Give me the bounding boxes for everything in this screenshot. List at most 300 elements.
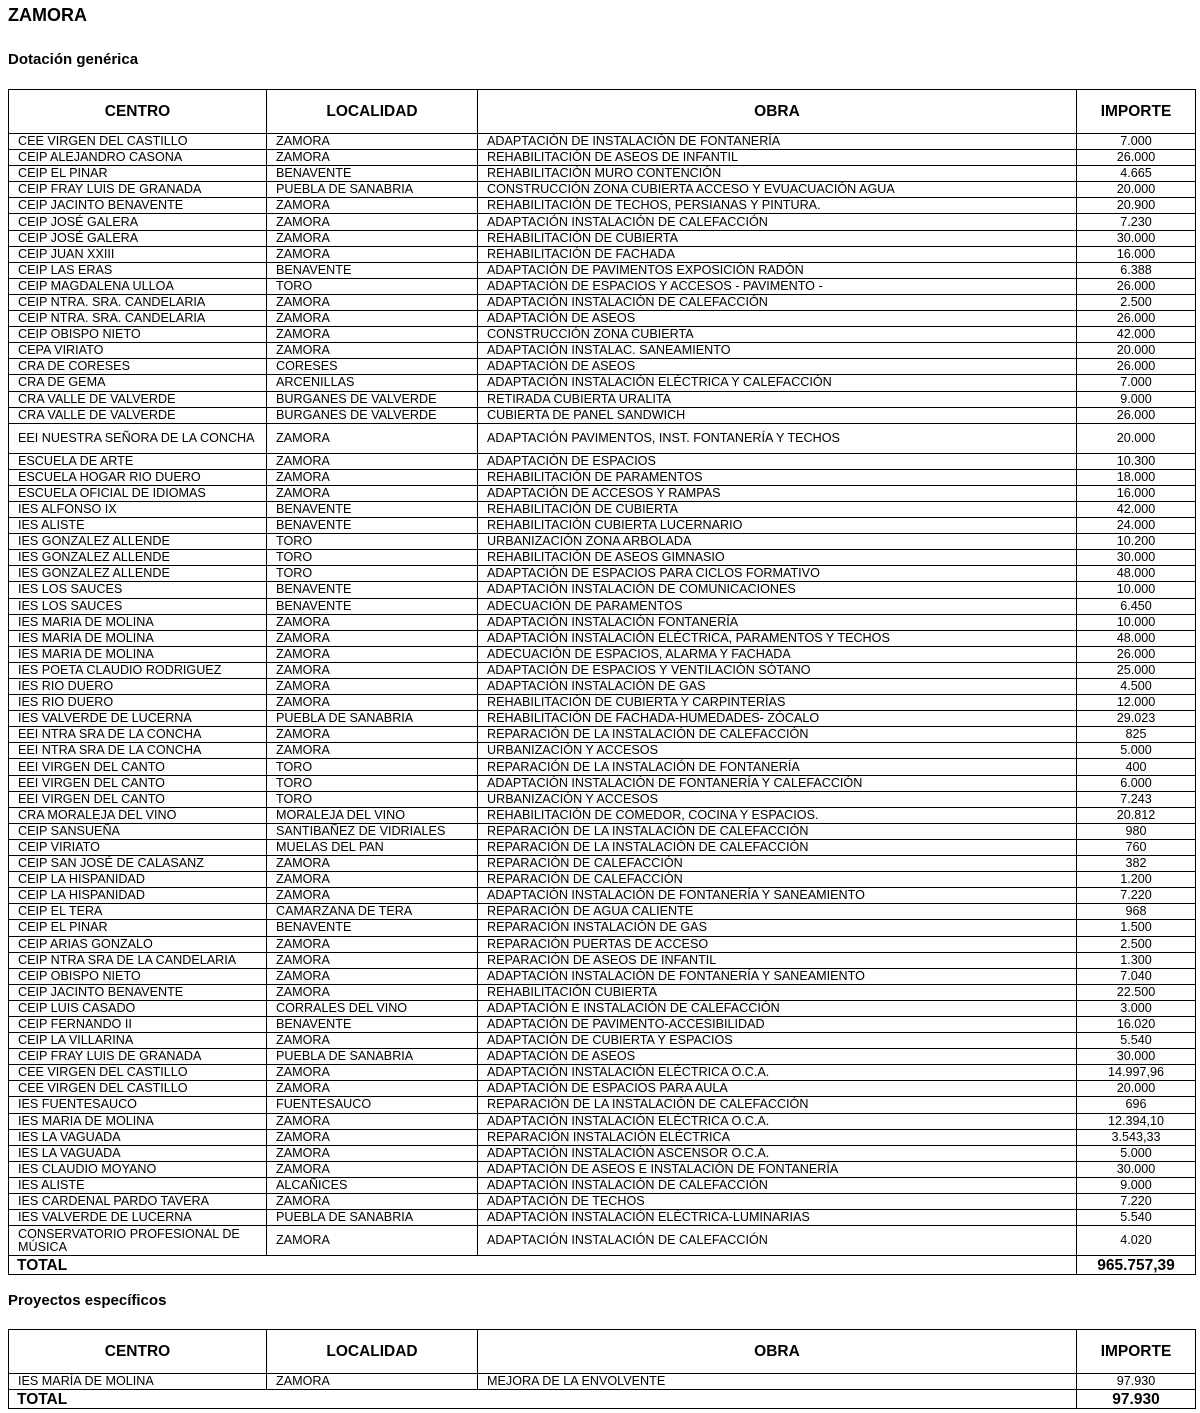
cell-obra: ADAPTACIÓN INSTALACIÓN DE COMUNICACIONES	[478, 582, 1077, 598]
cell-obra: ADAPTACIÓN INSTALACIÓN ASCENSOR O.C.A.	[478, 1145, 1077, 1161]
cell-localidad: BENAVENTE	[267, 582, 478, 598]
cell-obra: REHABILITACIÓN DE ASEOS DE INFANTIL	[478, 150, 1077, 166]
cell-localidad: CORESES	[267, 359, 478, 375]
cell-obra: ADAPTACIÓN E INSTALACIÓN DE CALEFACCIÓN	[478, 1000, 1077, 1016]
cell-localidad: ZAMORA	[267, 1065, 478, 1081]
cell-centro: IES POETA CLAUDIO RODRIGUEZ	[9, 662, 267, 678]
cell-localidad: ALCAÑICES	[267, 1177, 478, 1193]
cell-importe: 7.000	[1077, 134, 1196, 150]
cell-obra: ADAPTACIÓN DE ESPACIOS Y ACCESOS - PAVIMENTO -	[478, 278, 1077, 294]
cell-localidad: ZAMORA	[267, 646, 478, 662]
cell-importe: 6.450	[1077, 598, 1196, 614]
cell-importe: 26.000	[1077, 407, 1196, 423]
table-row	[9, 214, 1196, 230]
table-row	[9, 872, 1196, 888]
table-row	[9, 1065, 1196, 1081]
cell-importe: 26.000	[1077, 311, 1196, 327]
cell-centro: IES GONZALEZ ALLENDE	[9, 566, 267, 582]
table-row	[9, 968, 1196, 984]
table-row	[9, 1177, 1196, 1193]
table-row	[9, 469, 1196, 485]
table-row	[9, 550, 1196, 566]
cell-obra: REHABILITACIÓN DE COMEDOR, COCINA Y ESPACIOS.	[478, 807, 1077, 823]
cell-importe: 12.000	[1077, 695, 1196, 711]
cell-centro: IES MARIA DE MOLINA	[9, 614, 267, 630]
cell-centro: IES RIO DUERO	[9, 679, 267, 695]
cell-centro: CEE VIRGEN DEL CASTILLO	[9, 1065, 267, 1081]
cell-localidad: ZAMORA	[267, 246, 478, 262]
cell-localidad: ZAMORA	[267, 630, 478, 646]
cell-centro: CEIP NTRA SRA DE LA CANDELARIA	[9, 952, 267, 968]
total-row	[9, 1390, 1196, 1409]
cell-localidad: ZAMORA	[267, 1129, 478, 1145]
cell-localidad: ZAMORA	[267, 614, 478, 630]
cell-importe: 16.000	[1077, 246, 1196, 262]
cell-localidad: ZAMORA	[267, 343, 478, 359]
cell-localidad: PUEBLA DE SANABRIA	[267, 1049, 478, 1065]
table-row	[9, 150, 1196, 166]
cell-importe: 20.000	[1077, 343, 1196, 359]
cell-centro: CEE VIRGEN DEL CASTILLO	[9, 1081, 267, 1097]
cell-centro: IES LOS SAUCES	[9, 582, 267, 598]
cell-centro: EEI VIRGEN DEL CANTO	[9, 759, 267, 775]
cell-importe: 968	[1077, 904, 1196, 920]
table-row	[9, 582, 1196, 598]
cell-localidad: BENAVENTE	[267, 598, 478, 614]
cell-importe: 16.000	[1077, 485, 1196, 501]
cell-localidad: BENAVENTE	[267, 262, 478, 278]
cell-obra: ADAPTACIÓN INSTALAC. SANEAMIENTO	[478, 343, 1077, 359]
cell-obra: REHABILITACIÓN DE PARAMENTOS	[478, 469, 1077, 485]
cell-localidad: PUEBLA DE SANABRIA	[267, 711, 478, 727]
cell-localidad: TORO	[267, 550, 478, 566]
total-label: TOTAL	[9, 1256, 1077, 1275]
cell-importe: 42.000	[1077, 327, 1196, 343]
cell-centro: IES CARDENAL PARDO TAVERA	[9, 1194, 267, 1210]
cell-localidad: ZAMORA	[267, 423, 478, 453]
table-row	[9, 1374, 1196, 1390]
page-title: ZAMORA	[8, 5, 87, 25]
cell-centro: CEIP OBISPO NIETO	[9, 327, 267, 343]
section-title-specific: Proyectos específicos	[8, 1292, 167, 1309]
table-row	[9, 485, 1196, 501]
cell-localidad: ZAMORA	[267, 1374, 478, 1390]
cell-importe: 400	[1077, 759, 1196, 775]
table-row	[9, 311, 1196, 327]
cell-importe: 7.220	[1077, 888, 1196, 904]
cell-centro: CONSERVATORIO PROFESIONAL DE MÚSICA	[9, 1226, 267, 1256]
header-obra: OBRA	[478, 1330, 1077, 1374]
cell-centro: CEE VIRGEN DEL CASTILLO	[9, 134, 267, 150]
cell-centro: IES RIO DUERO	[9, 695, 267, 711]
cell-obra: REPARACIÓN DE LA INSTALACIÓN DE CALEFACCIÓN	[478, 823, 1077, 839]
cell-obra: REPARACIÓN PUERTAS DE ACCESO	[478, 936, 1077, 952]
table-row	[9, 294, 1196, 310]
cell-centro: CEIP LA VILLARINA	[9, 1033, 267, 1049]
cell-importe: 30.000	[1077, 1049, 1196, 1065]
cell-obra: RETIRADA CUBIERTA URALITA	[478, 391, 1077, 407]
cell-obra: REPARACIÓN INSTALACIÓN ELÉCTRICA	[478, 1129, 1077, 1145]
cell-localidad: PUEBLA DE SANABRIA	[267, 182, 478, 198]
cell-obra: URBANIZACIÓN ZONA ARBOLADA	[478, 534, 1077, 550]
table-row	[9, 198, 1196, 214]
cell-localidad: ZAMORA	[267, 952, 478, 968]
cell-centro: CEIP EL TERA	[9, 904, 267, 920]
cell-obra: REPARACIÓN DE AGUA CALIENTE	[478, 904, 1077, 920]
header-localidad: LOCALIDAD	[267, 90, 478, 134]
cell-obra: REPARACIÓN DE LA INSTALACIÓN DE CALEFACCIÓN	[478, 727, 1077, 743]
cell-importe: 5.000	[1077, 743, 1196, 759]
table-row	[9, 984, 1196, 1000]
cell-obra: ADAPTACIÓN INSTALACIÓN FONTANERÍA	[478, 614, 1077, 630]
cell-obra: REHABILITACIÓN DE ASEOS GIMNASIO	[478, 550, 1077, 566]
cell-importe: 3.543,33	[1077, 1129, 1196, 1145]
cell-importe: 760	[1077, 839, 1196, 855]
header-importe: IMPORTE	[1077, 1330, 1196, 1374]
cell-importe: 20.000	[1077, 423, 1196, 453]
table-header-row	[9, 1330, 1196, 1374]
table-row	[9, 614, 1196, 630]
cell-centro: CEIP OBISPO NIETO	[9, 968, 267, 984]
cell-localidad: ZAMORA	[267, 150, 478, 166]
cell-importe: 6.000	[1077, 775, 1196, 791]
cell-importe: 5.540	[1077, 1033, 1196, 1049]
header-centro: CENTRO	[9, 90, 267, 134]
cell-importe: 696	[1077, 1097, 1196, 1113]
cell-centro: CEIP JACINTO BENAVENTE	[9, 198, 267, 214]
cell-localidad: ZAMORA	[267, 695, 478, 711]
cell-centro: CEIP VIRIATO	[9, 839, 267, 855]
cell-localidad: BENAVENTE	[267, 501, 478, 517]
cell-importe: 30.000	[1077, 550, 1196, 566]
cell-centro: CEIP JUAN XXIII	[9, 246, 267, 262]
table-row	[9, 1145, 1196, 1161]
cell-localidad: BURGANES DE VALVERDE	[267, 391, 478, 407]
cell-obra: ADAPTACIÓN DE ESPACIOS PARA CICLOS FORMATIVO	[478, 566, 1077, 582]
cell-centro: EEI NUESTRA SEÑORA DE LA CONCHA	[9, 423, 267, 453]
cell-importe: 9.000	[1077, 1177, 1196, 1193]
cell-centro: CEIP FRAY LUIS DE GRANADA	[9, 182, 267, 198]
cell-centro: IES CLAUDIO MOYANO	[9, 1161, 267, 1177]
cell-centro: CEIP FRAY LUIS DE GRANADA	[9, 1049, 267, 1065]
cell-localidad: ZAMORA	[267, 872, 478, 888]
cell-obra: ADAPTACIÓN INSTALACIÓN DE CALEFACCIÓN	[478, 1177, 1077, 1193]
cell-obra: ADAPTACIÓN INSTALACIÓN ELÉCTRICA O.C.A.	[478, 1113, 1077, 1129]
cell-obra: CONSTRUCCIÓN ZONA CUBIERTA ACCESO Y EVUACUACIÓN AGUA	[478, 182, 1077, 198]
cell-importe: 4.500	[1077, 679, 1196, 695]
cell-localidad: ZAMORA	[267, 1226, 478, 1256]
cell-importe: 48.000	[1077, 630, 1196, 646]
cell-importe: 26.000	[1077, 278, 1196, 294]
header-importe: IMPORTE	[1077, 90, 1196, 134]
cell-obra: CONSTRUCCIÓN ZONA CUBIERTA	[478, 327, 1077, 343]
cell-obra: ADAPTACIÓN DE ASEOS E INSTALACIÓN DE FONTANERÍA	[478, 1161, 1077, 1177]
generic-allocation-table	[8, 89, 1196, 1275]
cell-importe: 97.930	[1077, 1374, 1196, 1390]
cell-obra: CUBIERTA DE PANEL SANDWICH	[478, 407, 1077, 423]
table-row	[9, 1016, 1196, 1032]
cell-centro: EEI VIRGEN DEL CANTO	[9, 775, 267, 791]
cell-obra: ADAPTACIÓN DE ASEOS	[478, 1049, 1077, 1065]
table-row	[9, 1113, 1196, 1129]
cell-obra: REPARACIÓN DE LA INSTALACIÓN DE CALEFACCIÓN	[478, 839, 1077, 855]
cell-obra: REPARACIÓN DE LA INSTALACIÓN DE CALEFACCIÓN	[478, 1097, 1077, 1113]
cell-obra: ADAPTACIÓN INSTALACIÓN DE CALEFACCIÓN	[478, 1226, 1077, 1256]
cell-importe: 825	[1077, 727, 1196, 743]
cell-centro: IES MARIA DE MOLINA	[9, 646, 267, 662]
cell-importe: 7.000	[1077, 375, 1196, 391]
cell-importe: 2.500	[1077, 294, 1196, 310]
cell-importe: 30.000	[1077, 230, 1196, 246]
cell-obra: REHABILITACIÓN DE CUBIERTA	[478, 501, 1077, 517]
table-row	[9, 182, 1196, 198]
table-row	[9, 727, 1196, 743]
table-header-row	[9, 90, 1196, 134]
cell-centro: IES VALVERDE DE LUCERNA	[9, 1210, 267, 1226]
cell-importe: 22.500	[1077, 984, 1196, 1000]
cell-obra: ADAPTACIÓN INSTALACIÓN DE CALEFACCIÓN	[478, 294, 1077, 310]
cell-importe: 382	[1077, 856, 1196, 872]
cell-importe: 14.997,96	[1077, 1065, 1196, 1081]
table-row	[9, 1049, 1196, 1065]
cell-importe: 1.500	[1077, 920, 1196, 936]
cell-localidad: TORO	[267, 566, 478, 582]
cell-centro: CRA MORALEJA DEL VINO	[9, 807, 267, 823]
cell-obra: ADAPTACIÓN DE INSTALACIÓN DE FONTANERÍA	[478, 134, 1077, 150]
table-row	[9, 1097, 1196, 1113]
cell-obra: URBANIZACIÓN Y ACCESOS	[478, 743, 1077, 759]
cell-importe: 24.000	[1077, 518, 1196, 534]
cell-localidad: ZAMORA	[267, 1194, 478, 1210]
cell-obra: REPARACIÓN INSTALACIÓN DE GAS	[478, 920, 1077, 936]
table-row	[9, 407, 1196, 423]
cell-localidad: ZAMORA	[267, 311, 478, 327]
table-row	[9, 823, 1196, 839]
table-row	[9, 501, 1196, 517]
table-row	[9, 134, 1196, 150]
cell-obra: ADAPTACIÓN DE PAVIMENTO-ACCESIBILIDAD	[478, 1016, 1077, 1032]
cell-centro: IES LA VAGUADA	[9, 1129, 267, 1145]
cell-importe: 25.000	[1077, 662, 1196, 678]
cell-importe: 48.000	[1077, 566, 1196, 582]
cell-centro: CEIP EL PINAR	[9, 920, 267, 936]
table-row	[9, 1000, 1196, 1016]
cell-centro: CEPA VIRIATO	[9, 343, 267, 359]
cell-obra: REPARACIÓN DE ASEOS DE INFANTIL	[478, 952, 1077, 968]
cell-obra: REHABILITACIÓN CUBIERTA LUCERNARIO	[478, 518, 1077, 534]
table-row	[9, 743, 1196, 759]
table-row	[9, 711, 1196, 727]
cell-localidad: BENAVENTE	[267, 518, 478, 534]
cell-obra: ADECUACIÓN DE ESPACIOS, ALARMA Y FACHADA	[478, 646, 1077, 662]
cell-importe: 20.000	[1077, 1081, 1196, 1097]
cell-localidad: ZAMORA	[267, 230, 478, 246]
cell-importe: 6.388	[1077, 262, 1196, 278]
cell-importe: 7.220	[1077, 1194, 1196, 1210]
table-row	[9, 1226, 1196, 1256]
table-row	[9, 359, 1196, 375]
cell-importe: 42.000	[1077, 501, 1196, 517]
cell-obra: REHABILITACIÓN DE FACHADA	[478, 246, 1077, 262]
cell-obra: REHABILITACIÓN DE CUBIERTA	[478, 230, 1077, 246]
cell-obra: ADAPTACIÓN INSTALACIÓN DE CALEFACCIÓN	[478, 214, 1077, 230]
cell-centro: CEIP JOSÉ GALERA	[9, 230, 267, 246]
cell-importe: 5.540	[1077, 1210, 1196, 1226]
cell-centro: IES FUENTESAUCO	[9, 1097, 267, 1113]
cell-localidad: TORO	[267, 759, 478, 775]
cell-centro: IES MARÍA DE MOLINA	[9, 1374, 267, 1390]
cell-obra: ADAPTACIÓN DE TECHOS	[478, 1194, 1077, 1210]
cell-localidad: TORO	[267, 775, 478, 791]
cell-importe: 12.394,10	[1077, 1113, 1196, 1129]
cell-centro: EEI NTRA SRA DE LA CONCHA	[9, 727, 267, 743]
cell-centro: IES ALISTE	[9, 518, 267, 534]
table-row	[9, 518, 1196, 534]
cell-importe: 16.020	[1077, 1016, 1196, 1032]
cell-centro: CEIP EL PINAR	[9, 166, 267, 182]
cell-obra: ADAPTACIÓN INSTALACIÓN DE FONTANERÍA Y SANEAMIENTO	[478, 968, 1077, 984]
cell-obra: ADAPTACIÓN INSTALACIÓN DE FONTANERÍA Y CALEFACCIÓN	[478, 775, 1077, 791]
cell-importe: 5.000	[1077, 1145, 1196, 1161]
cell-importe: 7.040	[1077, 968, 1196, 984]
table-row	[9, 856, 1196, 872]
cell-centro: ESCUELA OFICIAL DE IDIOMAS	[9, 485, 267, 501]
cell-centro: CEIP FERNANDO II	[9, 1016, 267, 1032]
cell-centro: EEI VIRGEN DEL CANTO	[9, 791, 267, 807]
cell-centro: CEIP NTRA. SRA. CANDELARIA	[9, 294, 267, 310]
cell-importe: 980	[1077, 823, 1196, 839]
cell-importe: 18.000	[1077, 469, 1196, 485]
cell-centro: CEIP ALEJANDRO CASONA	[9, 150, 267, 166]
table-row	[9, 775, 1196, 791]
cell-obra: REPARACIÓN DE LA INSTALACIÓN DE FONTANERÍA	[478, 759, 1077, 775]
cell-obra: ADAPTACIÓN INSTALACIÓN ELÉCTRICA O.C.A.	[478, 1065, 1077, 1081]
cell-importe: 10.200	[1077, 534, 1196, 550]
table-row	[9, 952, 1196, 968]
table-row	[9, 679, 1196, 695]
table-row	[9, 630, 1196, 646]
table-row	[9, 936, 1196, 952]
table-row	[9, 453, 1196, 469]
cell-obra: ADAPTACIÓN DE PAVIMENTOS EXPOSICIÓN RADÓN	[478, 262, 1077, 278]
table-row	[9, 246, 1196, 262]
cell-centro: IES ALFONSO IX	[9, 501, 267, 517]
cell-localidad: MORALEJA DEL VINO	[267, 807, 478, 823]
cell-centro: CRA DE GEMA	[9, 375, 267, 391]
cell-localidad: TORO	[267, 791, 478, 807]
cell-obra: ADAPTACIÓN INSTALACIÓN DE GAS	[478, 679, 1077, 695]
cell-centro: CEIP MAGDALENA ULLOA	[9, 278, 267, 294]
cell-centro: CRA VALLE DE VALVERDE	[9, 407, 267, 423]
cell-centro: CEIP SANSUEÑA	[9, 823, 267, 839]
cell-obra: URBANIZACIÓN Y ACCESOS	[478, 791, 1077, 807]
table-row	[9, 327, 1196, 343]
cell-centro: IES ALISTE	[9, 1177, 267, 1193]
cell-importe: 2.500	[1077, 936, 1196, 952]
cell-importe: 3.000	[1077, 1000, 1196, 1016]
cell-centro: IES LA VAGUADA	[9, 1145, 267, 1161]
table-row	[9, 646, 1196, 662]
cell-centro: CEIP LUIS CASADO	[9, 1000, 267, 1016]
cell-importe: 10.300	[1077, 453, 1196, 469]
cell-localidad: ZAMORA	[267, 214, 478, 230]
cell-importe: 4.020	[1077, 1226, 1196, 1256]
total-value: 965.757,39	[1077, 1256, 1196, 1275]
table-row	[9, 391, 1196, 407]
cell-localidad: ZAMORA	[267, 888, 478, 904]
section-title-generic: Dotación genérica	[8, 51, 139, 68]
cell-localidad: BURGANES DE VALVERDE	[267, 407, 478, 423]
cell-obra: ADAPTACIÓN INSTALACIÓN ELÉCTRICA, PARAMENTOS Y TECHOS	[478, 630, 1077, 646]
cell-obra: ADAPTACIÓN DE ESPACIOS PARA AULA	[478, 1081, 1077, 1097]
total-label: TOTAL	[9, 1390, 1077, 1409]
cell-centro: CEIP ARIAS GONZALO	[9, 936, 267, 952]
cell-obra: REHABILITACIÓN DE TECHOS, PERSIANAS Y PINTURA.	[478, 198, 1077, 214]
cell-importe: 9.000	[1077, 391, 1196, 407]
table-row	[9, 375, 1196, 391]
table-row	[9, 1161, 1196, 1177]
cell-importe: 20.900	[1077, 198, 1196, 214]
cell-importe: 30.000	[1077, 1161, 1196, 1177]
cell-centro: IES MARIA DE MOLINA	[9, 1113, 267, 1129]
cell-obra: ADAPTACIÓN DE ACCESOS Y RAMPAS	[478, 485, 1077, 501]
specific-projects-table	[8, 1329, 1196, 1409]
table-row	[9, 278, 1196, 294]
cell-importe: 26.000	[1077, 359, 1196, 375]
table-row	[9, 1210, 1196, 1226]
cell-localidad: ZAMORA	[267, 743, 478, 759]
cell-centro: IES GONZALEZ ALLENDE	[9, 534, 267, 550]
cell-localidad: BENAVENTE	[267, 920, 478, 936]
cell-obra: ADECUACIÓN DE PARAMENTOS	[478, 598, 1077, 614]
table-row	[9, 1033, 1196, 1049]
cell-obra: ADAPTACIÓN DE CUBIERTA Y ESPACIOS	[478, 1033, 1077, 1049]
cell-obra: ADAPTACIÓN PAVIMENTOS, INST. FONTANERÍA Y TECHOS	[478, 423, 1077, 453]
cell-centro: CEIP LAS ERAS	[9, 262, 267, 278]
cell-localidad: CAMARZANA DE TERA	[267, 904, 478, 920]
cell-localidad: ZAMORA	[267, 327, 478, 343]
cell-localidad: ZAMORA	[267, 1113, 478, 1129]
cell-localidad: ZAMORA	[267, 1033, 478, 1049]
table-row	[9, 888, 1196, 904]
cell-localidad: ARCENILLAS	[267, 375, 478, 391]
cell-localidad: ZAMORA	[267, 1145, 478, 1161]
cell-obra: REHABILITACIÓN CUBIERTA	[478, 984, 1077, 1000]
cell-importe: 26.000	[1077, 150, 1196, 166]
header-localidad: LOCALIDAD	[267, 1330, 478, 1374]
table-row	[9, 791, 1196, 807]
table-row	[9, 695, 1196, 711]
cell-localidad: ZAMORA	[267, 198, 478, 214]
cell-importe: 7.243	[1077, 791, 1196, 807]
cell-obra: ADAPTACIÓN DE ASEOS	[478, 359, 1077, 375]
table-row	[9, 920, 1196, 936]
cell-centro: CRA VALLE DE VALVERDE	[9, 391, 267, 407]
cell-centro: IES VALVERDE DE LUCERNA	[9, 711, 267, 727]
cell-localidad: FUENTESAUCO	[267, 1097, 478, 1113]
cell-localidad: ZAMORA	[267, 469, 478, 485]
cell-importe: 26.000	[1077, 646, 1196, 662]
cell-centro: CEIP JOSÉ GALERA	[9, 214, 267, 230]
table-row	[9, 1129, 1196, 1145]
table-row	[9, 1194, 1196, 1210]
cell-localidad: ZAMORA	[267, 936, 478, 952]
cell-importe: 4.665	[1077, 166, 1196, 182]
cell-importe: 1.200	[1077, 872, 1196, 888]
cell-localidad: PUEBLA DE SANABRIA	[267, 1210, 478, 1226]
cell-obra: REHABILITACIÓN DE FACHADA-HUMEDADES- ZÓCALO	[478, 711, 1077, 727]
cell-importe: 10.000	[1077, 582, 1196, 598]
